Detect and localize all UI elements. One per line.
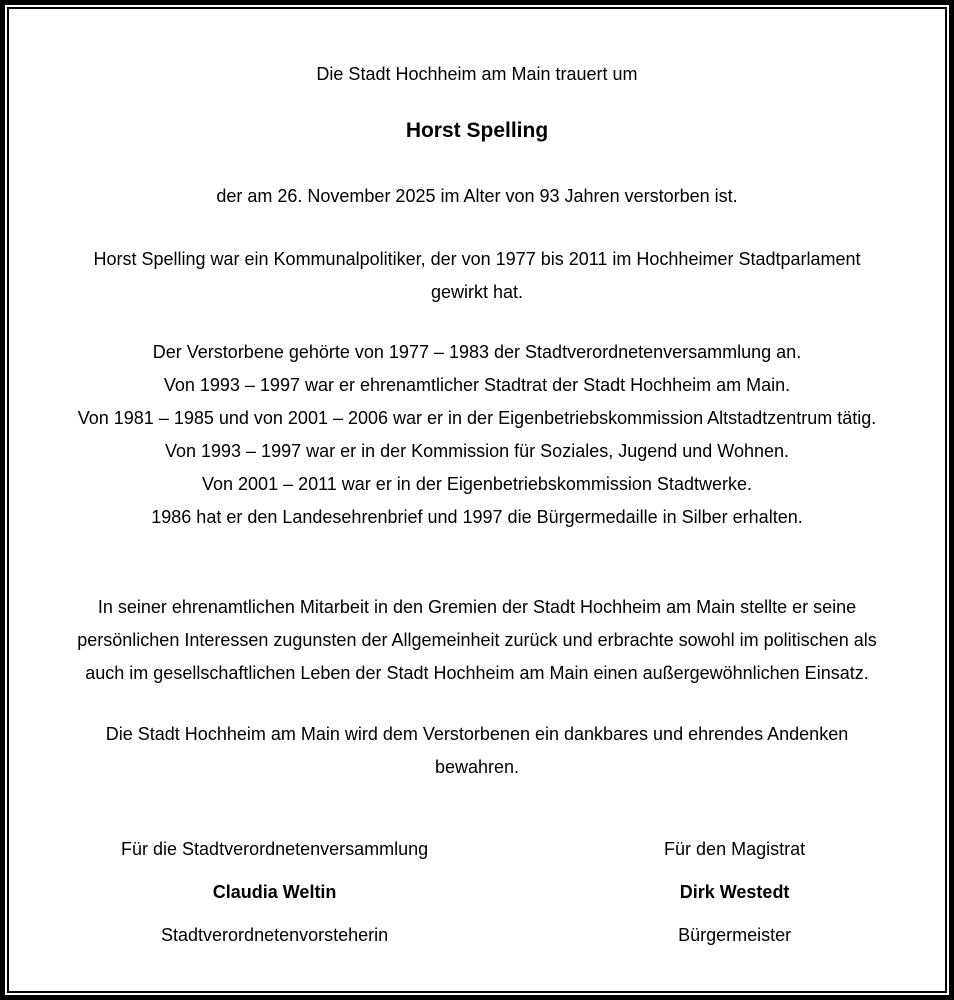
service-history-paragraph bbox=[17, 336, 937, 534]
remembrance-line: bewahren. bbox=[434, 757, 520, 777]
remembrance-paragraph bbox=[17, 718, 937, 784]
signature-for-line: Für die Stadtverordnetenversammlung bbox=[121, 839, 429, 859]
service-history-line: Von 1993 – 1997 war er ehrenamtlicher Stadtrat der Stadt Hochheim am Main. bbox=[163, 375, 791, 395]
service-history-line: Von 1993 – 1997 war er in der Kommission für Soziales, Jugend und Wohnen. bbox=[164, 441, 790, 461]
career-summary-paragraph bbox=[17, 243, 937, 309]
signature-name: Dirk Westedt bbox=[679, 882, 790, 902]
death-statement: der am 26. November 2025 im Alter von 93 Jahren verstorben ist. bbox=[216, 186, 738, 206]
deceased-name: Horst Spelling bbox=[405, 119, 549, 142]
signature-block-magistrat bbox=[532, 833, 937, 962]
signature-role: Bürgermeister bbox=[678, 925, 792, 945]
service-history-line: Von 1981 – 1985 und von 2001 – 2006 war er in der Eigenbetriebskommission Altstadtzentrum tätig. bbox=[77, 408, 877, 428]
notice-inner-border bbox=[7, 7, 947, 993]
service-history-line: Von 2001 – 2011 war er in der Eigenbetriebskommission Stadtwerke. bbox=[202, 474, 752, 494]
tribute-line: persönlichen Interessen zugunsten der Allgemeinheit zurück und erbrachte sowohl im politischen als bbox=[77, 630, 877, 650]
career-summary-line: Horst Spelling war ein Kommunalpolitiker, der von 1977 bis 2011 im Hochheimer Stadtparlament bbox=[93, 249, 861, 269]
signature-for-line: Für den Magistrat bbox=[664, 839, 806, 859]
signature-name: Claudia Weltin bbox=[212, 882, 337, 902]
tribute-paragraph bbox=[17, 591, 937, 690]
tribute-line: auch im gesellschaftlichen Leben der Stadt Hochheim am Main einen außergewöhnlichen Einsatz. bbox=[85, 663, 869, 683]
career-summary-line: gewirkt hat. bbox=[430, 282, 524, 302]
service-history-line: 1986 hat er den Landesehrenbrief und 1997 die Bürgermedaille in Silber erhalten. bbox=[151, 507, 803, 527]
tribute-line: In seiner ehrenamtlichen Mitarbeit in den Gremien der Stadt Hochheim am Main stellte er seine bbox=[97, 597, 857, 617]
remembrance-line: Die Stadt Hochheim am Main wird dem Verstorbenen ein dankbares und ehrendes Andenken bbox=[105, 724, 849, 744]
signature-block-stadtverordnetenversammlung bbox=[17, 833, 532, 962]
signature-role: Stadtverordnetenvorsteherin bbox=[161, 925, 389, 945]
service-history-line: Der Verstorbene gehörte von 1977 – 1983 der Stadtverordnetenversammlung an. bbox=[152, 342, 802, 362]
intro-line: Die Stadt Hochheim am Main trauert um bbox=[316, 64, 638, 84]
signatures-section bbox=[17, 833, 937, 962]
